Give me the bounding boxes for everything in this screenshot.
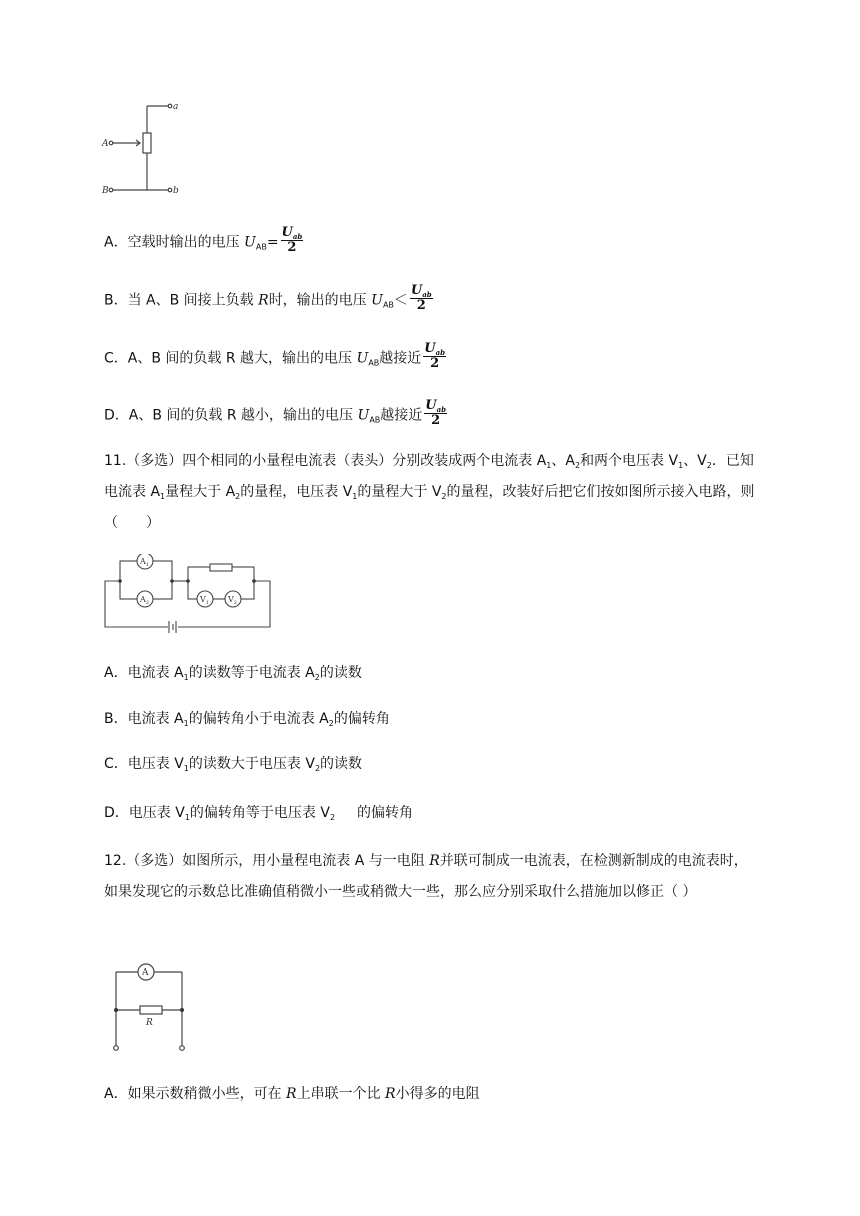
ammeter-A-label: A [142, 968, 149, 978]
q11-option-d[interactable]: D．电压表 $V_1$的偏转角等于电压表 $V_2$ 的偏转角 [104, 805, 414, 822]
terminal-b-label: b [173, 186, 179, 196]
fraction: $\frac{U_{ab}}{2}$ [425, 398, 447, 428]
q11-question-stem: 11.（多选）四个相同的小量程电流表（表头）分别改装成两个电流表 $A_1$、$A_2$和两个电压表 $V_1$、$V_2$．已知电流表 $A_1$量程大于 $A_2$的量程，电压表 $V_1$的量程大于 $V_2$的量程，改装好后把它们按如图所示接入电路，则（ ） [104, 453, 755, 531]
potentiometer-circuit-figure [100, 96, 190, 200]
q11-option-b[interactable]: B．电流表 $A_1$的偏转角小于电流表 $A_2$的偏转角 [104, 711, 390, 728]
q10-option-d[interactable]: D．A、B 间的负载 R 越小，输出的电压 $U_{AB}$越接近 $\frac{U_{ab}}{2}$ [104, 398, 447, 428]
q10-option-b[interactable]: B．当 A、B 间接上负载 R时，输出的电压 $U_{AB}<$ $\frac{U_{ab}}{2}$ [104, 283, 432, 313]
fraction: $\frac{U_{ab}}{2}$ [410, 283, 432, 313]
q11-option-a[interactable]: A．电流表 $A_1$的读数等于电流表 $A_2$的读数 [104, 665, 362, 682]
terminal-B-label: B [102, 186, 109, 196]
q10-option-c[interactable]: C．A、B 间的负载 R 越大，输出的电压 $U_{AB}$越接近 $\frac{U_{ab}}{2}$ [104, 341, 446, 371]
q11-option-c[interactable]: C．电压表 $V_1$的读数大于电压表 $V_2$的读数 [104, 756, 363, 773]
voltmeter-v1-label: $V_1$ [200, 595, 209, 606]
terminal-A-label: A [102, 139, 109, 149]
q10-option-a[interactable]: A．空载时输出的电压 $U_{AB}=$ $\frac{U_{ab}}{2}$ [104, 225, 303, 255]
terminal-a-label: a [173, 102, 179, 112]
ammeter-a1-label: $A_1$ [140, 557, 149, 568]
ammeter-a2-label: $A_2$ [140, 595, 149, 606]
fraction: $\frac{U_{ab}}{2}$ [424, 341, 446, 371]
shunt-ammeter-figure [104, 960, 194, 1054]
voltmeter-v2-label: $V_2$ [228, 595, 237, 606]
resistor-R-label: R [146, 1018, 153, 1028]
q12-question-stem: 12.（多选）如图所示，用小量程电流表 A 与一电阻 R并联可制成一电流表，在检测新制成的电流表时，如果发现它的示数总比准确值稍微小一些或稍微大一些，那么应分别采取什么措施加以修正（ ） [104, 853, 748, 900]
fraction: $\frac{U_{ab}}{2}$ [281, 225, 303, 255]
meters-circuit-figure [100, 554, 280, 636]
q12-option-a[interactable]: A．如果示数稍微小些，可在 R上串联一个比 R小得多的电阻 [104, 1086, 480, 1102]
